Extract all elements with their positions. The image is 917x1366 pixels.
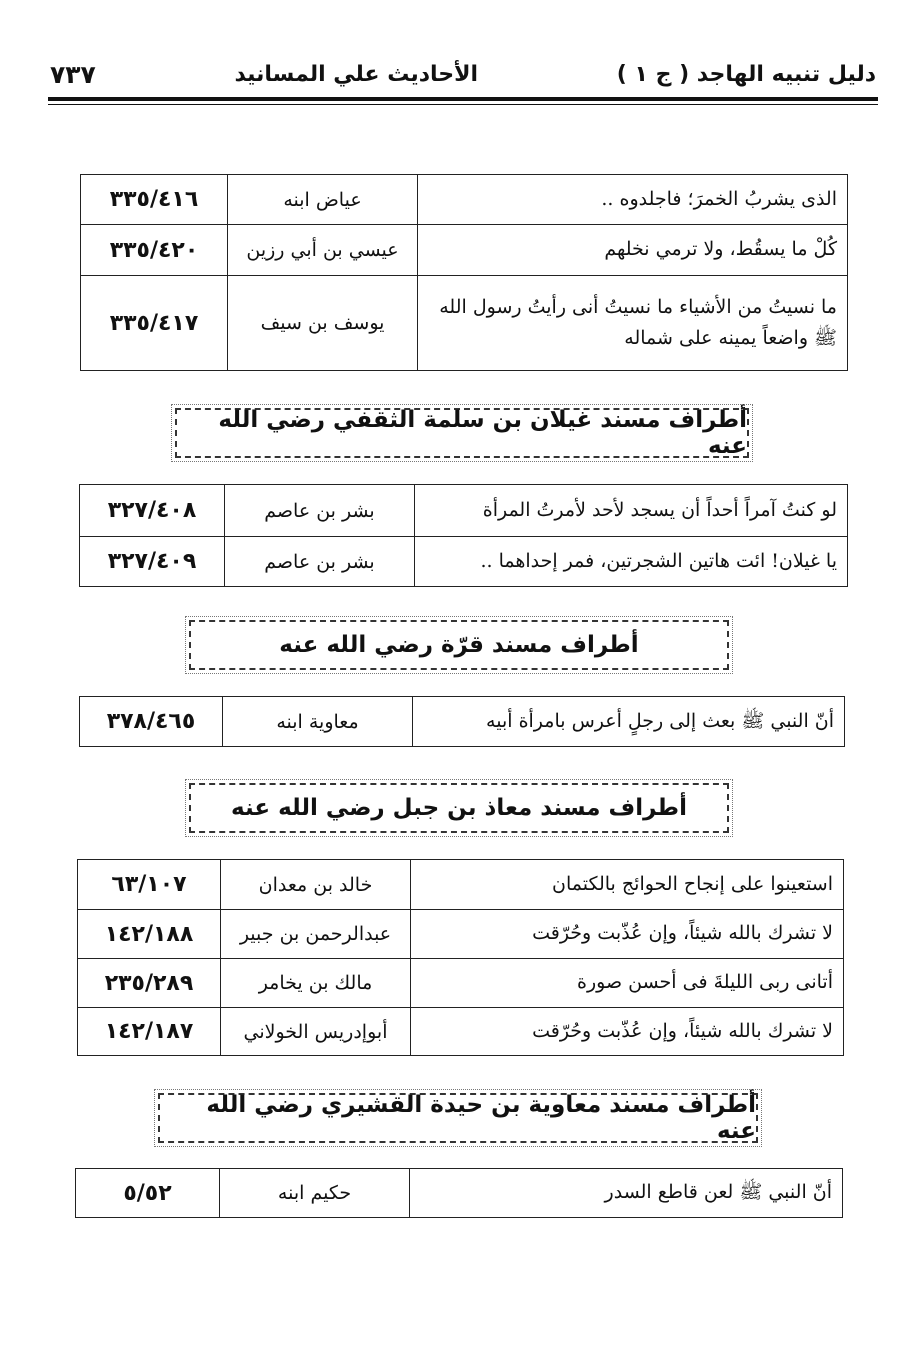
narrator: عياض ابنه <box>228 175 418 225</box>
hadith-table-1 <box>80 174 848 371</box>
hadith-text: كُلْ ما يسقُط، ولا ترمي نخلهم <box>418 225 848 276</box>
narrator: بشر بن عاصم <box>225 537 415 587</box>
table-row <box>80 697 845 747</box>
reference: ٣٣٥/٤١٦ <box>81 175 228 225</box>
table-row <box>81 276 848 371</box>
page-header <box>50 56 876 92</box>
section-heading-muadh: أطراف مسند معاذ بن جبل رضي الله عنه <box>189 783 729 833</box>
narrator: بشر بن عاصم <box>225 485 415 537</box>
narrator: يوسف بن سيف <box>228 276 418 371</box>
header-rule-thick <box>48 97 878 101</box>
table-row <box>78 1008 844 1056</box>
table-row <box>81 175 848 225</box>
table-row <box>76 1169 843 1218</box>
hadith-text: لا تشرك بالله شيئاً، وإن عُذّبت وحُرّقت <box>411 910 844 959</box>
table-row <box>80 537 848 587</box>
hadith-text: ما نسيتُ من الأشياء ما نسيتُ أنى رأيتُ رسول الله ﷺ واضعاً يمينه على شماله <box>418 276 848 371</box>
table-row <box>78 860 844 910</box>
reference: ٣٣٥/٤٢٠ <box>81 225 228 276</box>
narrator: أبوإدريس الخولاني <box>221 1008 411 1056</box>
reference: ١٤٢/١٨٨ <box>78 910 221 959</box>
hadith-text: يا غيلان! ائت هاتين الشجرتين، فمر إحداهما .. <box>415 537 848 587</box>
section-heading-muawiya: أطراف مسند معاوية بن حيدة القشيري رضي الله عنه <box>158 1093 758 1143</box>
section-heading-qurra: أطراف مسند قرّة رضي الله عنه <box>189 620 729 670</box>
book-title: دليل تنبيه الهاجد ( ج ١ ) <box>616 61 876 87</box>
page-number: ٧٣٧ <box>50 59 96 89</box>
narrator: خالد بن معدان <box>221 860 411 910</box>
hadith-table-5 <box>75 1168 843 1218</box>
reference: ٢٣٥/٢٨٩ <box>78 959 221 1008</box>
hadith-text: لو كنتُ آمراً أحداً أن يسجد لأحد لأمرتُ المرأة <box>415 485 848 537</box>
hadith-text: أنّ النبي ﷺ بعث إلى رجلٍ أعرس بامرأة أبيه <box>413 697 845 747</box>
hadith-table-2 <box>79 484 848 587</box>
section-title: الأحاديث علي المسانيد <box>234 61 479 87</box>
table-row <box>80 485 848 537</box>
reference: ٦٣/١٠٧ <box>78 860 221 910</box>
narrator: عبدالرحمن بن جبير <box>221 910 411 959</box>
narrator: معاوية ابنه <box>223 697 413 747</box>
reference: ٣٢٧/٤٠٩ <box>80 537 225 587</box>
reference: ١٤٢/١٨٧ <box>78 1008 221 1056</box>
hadith-table-3 <box>79 696 845 747</box>
hadith-text: لا تشرك بالله شيئاً، وإن عُذّبت وحُرّقت <box>411 1008 844 1056</box>
reference: ٣٣٥/٤١٧ <box>81 276 228 371</box>
narrator: عيسي بن أبي رزين <box>228 225 418 276</box>
narrator: حكيم ابنه <box>220 1169 410 1218</box>
reference: ٣٢٧/٤٠٨ <box>80 485 225 537</box>
section-heading-ghaylan: أطراف مسند غيلان بن سلمة الثقفي رضي الله عنه <box>175 408 749 458</box>
hadith-table-4 <box>77 859 844 1056</box>
header-rule-thin <box>48 104 878 105</box>
hadith-text: استعينوا على إنجاح الحوائج بالكتمان <box>411 860 844 910</box>
reference: ٣٧٨/٤٦٥ <box>80 697 223 747</box>
table-row <box>81 225 848 276</box>
hadith-text: الذى يشربُ الخمرَ؛ فاجلدوه .. <box>418 175 848 225</box>
narrator: مالك بن يخامر <box>221 959 411 1008</box>
hadith-text: أنّ النبي ﷺ لعن قاطع السدر <box>410 1169 843 1218</box>
table-row <box>78 910 844 959</box>
hadith-text: أتانى ربى الليلةَ فى أحسن صورة <box>411 959 844 1008</box>
table-row <box>78 959 844 1008</box>
reference: ٥/٥٢ <box>76 1169 220 1218</box>
